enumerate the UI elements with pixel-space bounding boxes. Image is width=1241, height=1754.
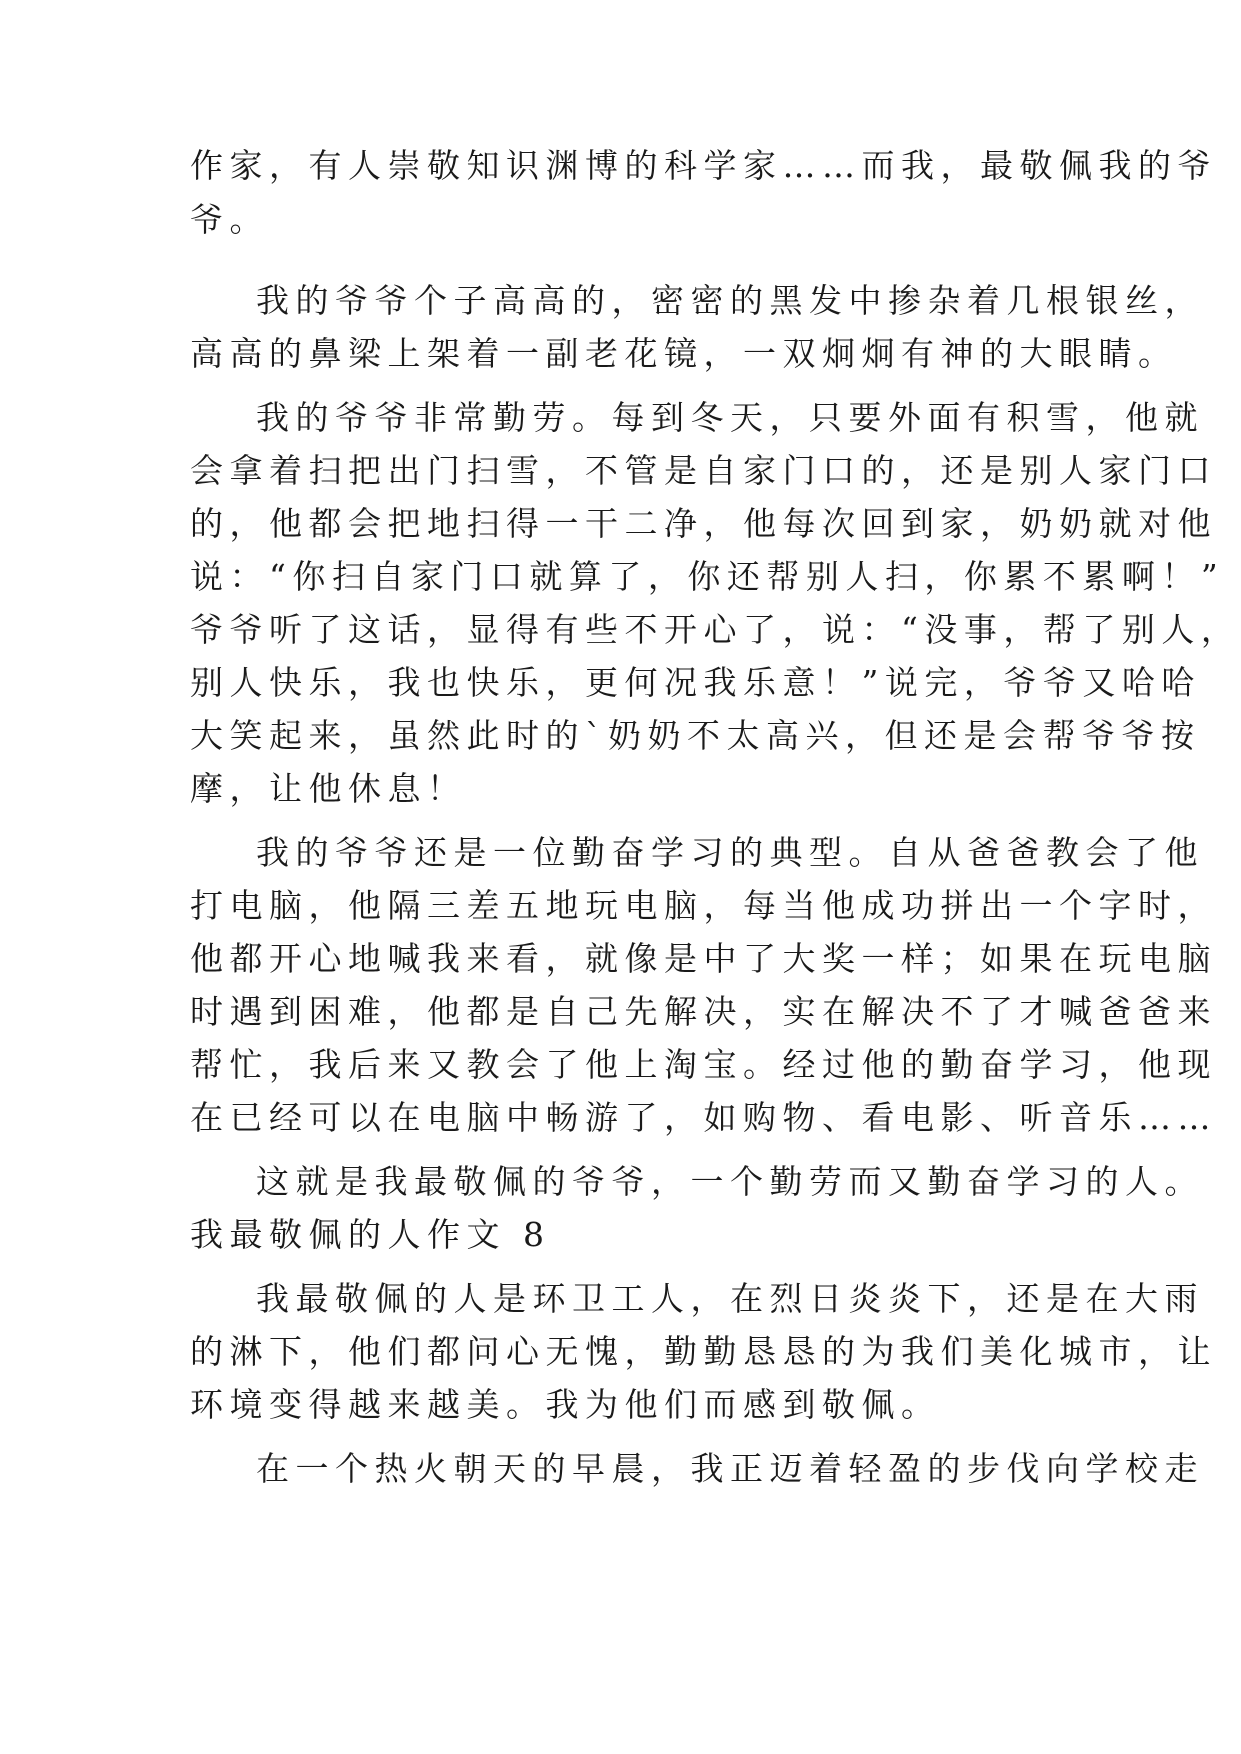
paragraph-start: 我的爷爷个子高高的，密密的黑发中掺杂着几根银丝， <box>256 281 1204 320</box>
text-line: 会拿着扫把出门扫雪，不管是自家门口的，还是别人家门口 <box>190 451 1217 490</box>
text-line: 的，他都会把地扫得一干二净，他每次回到家，奶奶就对他 <box>190 504 1217 543</box>
paragraph-start: 这就是我最敬佩的爷爷，一个勤劳而又勤奋学习的人。 <box>256 1162 1204 1201</box>
text-line: 在已经可以在电脑中畅游了，如购物、看电影、听音乐…… <box>190 1098 1217 1137</box>
text-line: 别人快乐，我也快乐，更何况我乐意！”说完，爷爷又哈哈 <box>190 663 1201 702</box>
paragraph-start: 在一个热火朝天的早晨，我正迈着轻盈的步伐向学校走 <box>256 1449 1204 1488</box>
text-line: 高高的鼻梁上架着一副老花镜，一双炯炯有神的大眼睛。 <box>190 334 1178 373</box>
text-line: 作家，有人崇敬知识渊博的科学家……而我，最敬佩我的爷 <box>190 146 1217 185</box>
text-line: 环境变得越来越美。我为他们而感到敬佩。 <box>190 1385 941 1424</box>
text-line: 爷。 <box>190 200 269 239</box>
text-line: 的淋下，他们都问心无愧，勤勤恳恳的为我们美化城市，让 <box>190 1332 1217 1371</box>
section-heading: 我最敬佩的人作文 8 <box>190 1215 551 1254</box>
paragraph-start: 我的爷爷还是一位勤奋学习的典型。自从爸爸教会了他 <box>256 833 1204 872</box>
text-line: 时遇到困难，他都是自己先解决，实在解决不了才喊爸爸来 <box>190 992 1217 1031</box>
text-line: 打电脑，他隔三差五地玩电脑，每当他成功拼出一个字时， <box>190 886 1217 925</box>
text-line: 他都开心地喊我来看，就像是中了大奖一样；如果在玩电脑 <box>190 939 1217 978</box>
text-line: 爷爷听了这话，显得有些不开心了，说：“没事，帮了别人， <box>190 610 1241 649</box>
text-line: 摩，让他休息！ <box>190 769 467 808</box>
text-line: 帮忙，我后来又教会了他上淘宝。经过他的勤奋学习，他现 <box>190 1045 1217 1084</box>
text-line: 大笑起来，虽然此时的`奶奶不太高兴，但还是会帮爷爷按 <box>190 716 1201 755</box>
paragraph-start: 我最敬佩的人是环卫工人，在烈日炎炎下，还是在大雨 <box>256 1279 1204 1318</box>
text-line: 说：“你扫自家门口就算了，你还帮别人扫，你累不累啊！” <box>190 557 1225 596</box>
paragraph-start: 我的爷爷非常勤劳。每到冬天，只要外面有积雪，他就 <box>256 398 1204 437</box>
